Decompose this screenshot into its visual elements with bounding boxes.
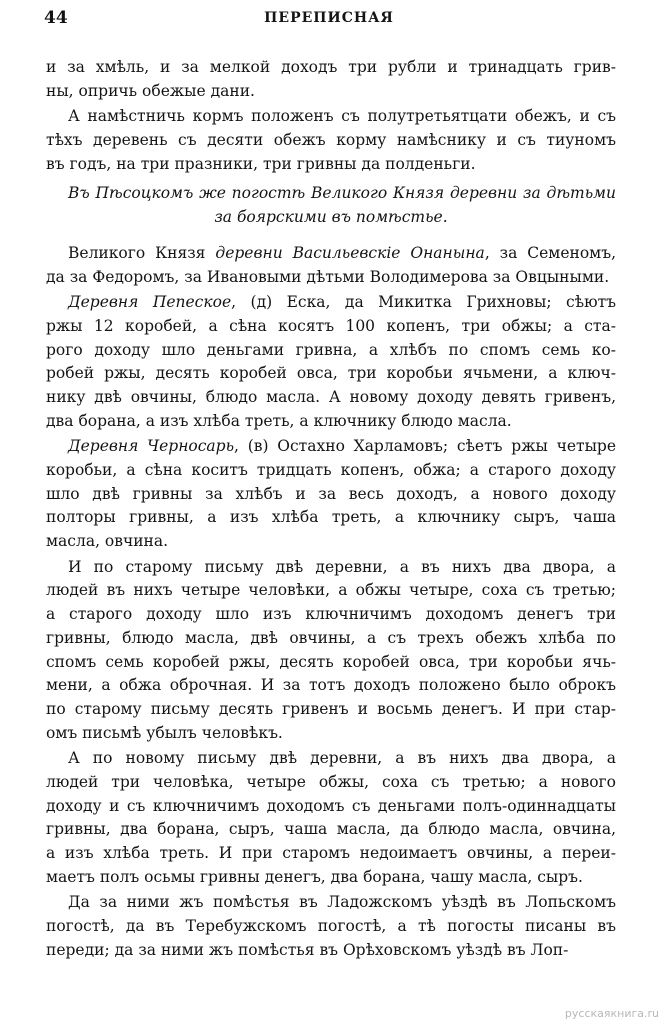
text-line bbox=[46, 915, 616, 939]
text-segment: А по новому письму двѣ деревни, а въ нихъ два двора, а bbox=[68, 749, 616, 768]
text-line bbox=[46, 891, 616, 915]
text-segment: маетъ полъ осьмы гривны денегъ, два борана, чашу масла, сыръ. bbox=[46, 867, 583, 886]
page-header bbox=[44, 8, 614, 34]
text-line bbox=[46, 627, 616, 651]
page-number: 44 bbox=[44, 8, 68, 28]
text-line bbox=[46, 530, 616, 554]
text-line bbox=[46, 556, 616, 580]
text-line bbox=[46, 291, 616, 315]
running-head: ПЕРЕПИСНАЯ bbox=[264, 10, 394, 26]
text-segment: , (в) Остахно Харламовъ; сѣетъ ржы четыре bbox=[234, 437, 616, 456]
text-segment: а старого доходу шло изъ ключничимъ доходомъ денегъ три bbox=[46, 605, 616, 624]
text-line bbox=[46, 435, 616, 459]
italic-text-segment: Деревня Черносарь bbox=[68, 437, 235, 456]
text-segment: по старому письму десять гривенъ и восьмь денегъ. И при стар- bbox=[46, 699, 616, 718]
text-segment: гривны, два борана, сыръ, чаша масла, да блюдо масла, овчина, bbox=[46, 820, 616, 839]
text-line bbox=[46, 242, 616, 266]
text-segment: два борана, а изъ хлѣба треть, а ключнику блюдо масла. bbox=[46, 411, 512, 430]
text-line bbox=[46, 579, 616, 603]
text-line bbox=[46, 842, 616, 866]
text-line bbox=[46, 939, 616, 963]
text-line bbox=[46, 410, 616, 434]
text-line bbox=[46, 386, 616, 410]
text-segment: Да за ними жъ помѣстья въ Ладожскомъ уѣздѣ въ Лопьскомъ bbox=[68, 893, 616, 912]
text-segment: А намѣстничь кормъ положенъ съ полутретьятцати обежъ, и съ bbox=[68, 107, 616, 126]
italic-text-segment: за боярскими въ помѣстье. bbox=[214, 208, 448, 227]
text-segment: робей ржы, десять коробей овса, три коробьи ячьмени, а ключ- bbox=[46, 364, 616, 383]
text-line bbox=[46, 129, 616, 153]
watermark: русскаякнига.ru bbox=[564, 1007, 659, 1020]
text-segment: полторы гривны, а изъ хлѣба треть, а ключнику сыръ, чаша bbox=[46, 508, 616, 527]
text-line bbox=[46, 315, 616, 339]
text-segment: рого доходу шло деньгами гривна, а хлѣбъ по спомъ семь ко- bbox=[46, 340, 616, 359]
italic-text-segment: Деревня Пепеское bbox=[68, 293, 232, 312]
text-segment: спомъ семь коробей ржы, десять коробей овса, три коробьи ячь- bbox=[46, 652, 616, 671]
text-body bbox=[46, 56, 616, 962]
text-line bbox=[46, 206, 616, 230]
text-line bbox=[46, 153, 616, 177]
text-line bbox=[46, 56, 616, 80]
text-segment: доходу и съ ключничимъ доходомъ съ деньгами полъ-одиннадцаты bbox=[46, 796, 616, 815]
text-line bbox=[46, 362, 616, 386]
text-segment: , за Семеномъ, bbox=[484, 243, 617, 262]
text-segment: да за Федоромъ, за Ивановыми дѣтьми Володимерова за Овцыными. bbox=[46, 267, 610, 286]
text-line bbox=[46, 80, 616, 104]
text-line bbox=[46, 483, 616, 507]
text-segment: тѣхъ деревень съ десяти обежъ корму намѣснику и съ тиуномъ bbox=[46, 131, 616, 150]
italic-text-segment: Въ Пѣсоцкомъ же погостѣ Великого Князя деревни за дѣтьми bbox=[68, 184, 616, 203]
text-line bbox=[46, 795, 616, 819]
text-line bbox=[46, 339, 616, 363]
text-segment: гривны, блюдо масла, двѣ овчины, а съ трехъ обежъ хлѣба по bbox=[46, 628, 616, 647]
text-segment: омъ письмѣ убылъ человѣкъ. bbox=[46, 723, 283, 742]
text-segment: ржы 12 коробей, а сѣна косятъ 100 копенъ, три обжы; а ста- bbox=[46, 316, 616, 335]
text-line bbox=[46, 459, 616, 483]
text-line bbox=[46, 182, 616, 206]
text-line bbox=[46, 674, 616, 698]
text-segment: масла, овчина. bbox=[46, 532, 169, 551]
text-line bbox=[46, 105, 616, 129]
text-segment: шло двѣ гривны за хлѣбъ и за весь доходъ, а нового доходу bbox=[46, 484, 616, 503]
text-segment: мени, а обжа оброчная. И за тотъ доходъ положено было оброкъ bbox=[46, 676, 616, 695]
italic-text-segment: деревни Васильевскiе Онанына bbox=[215, 243, 485, 262]
text-line bbox=[46, 603, 616, 627]
text-segment: нику двѣ овчины, блюдо масла. А новому доходу девять гривенъ, bbox=[46, 387, 616, 406]
text-line bbox=[46, 266, 616, 290]
text-segment: переди; да за ними жъ помѣстья въ Орѣховскомъ уѣздѣ въ Лоп- bbox=[46, 940, 569, 959]
text-line bbox=[46, 747, 616, 771]
text-line bbox=[46, 866, 616, 890]
text-line bbox=[46, 771, 616, 795]
text-segment: ны, опричь обежые дани. bbox=[46, 81, 255, 100]
text-segment: людей три человѣка, четыре обжы, соха съ третью; а нового bbox=[46, 772, 616, 791]
paragraph-spacer bbox=[46, 230, 616, 242]
text-segment: и за хмѣль, и за мелкой доходъ три рубли и тринадцать грив- bbox=[46, 58, 616, 76]
text-line bbox=[46, 698, 616, 722]
text-line bbox=[46, 651, 616, 675]
text-line bbox=[46, 506, 616, 530]
text-segment: людей въ нихъ четыре человѣки, а обжы четыре, соха съ третью; bbox=[46, 581, 616, 600]
text-segment: коробьи, а сѣна коситъ тридцать копенъ, обжа; а старого доходу bbox=[46, 461, 616, 479]
text-segment: , (д) Еска, да Микитка Грихновы; сѣютъ bbox=[231, 293, 617, 312]
text-segment: погостѣ, да въ Теребужскомъ погостѣ, а тѣ погосты писаны въ bbox=[46, 917, 616, 936]
text-segment: а изъ хлѣба треть. И при старомъ недоимаетъ овчины, а переи- bbox=[46, 844, 616, 862]
text-line bbox=[46, 818, 616, 842]
text-segment: въ годъ, на три празники, три гривны да полденьги. bbox=[46, 154, 476, 173]
text-line bbox=[46, 722, 616, 746]
text-segment: Великого Князя bbox=[68, 243, 216, 262]
text-segment: И по старому письму двѣ деревни, а въ нихъ два двора, а bbox=[68, 557, 616, 576]
